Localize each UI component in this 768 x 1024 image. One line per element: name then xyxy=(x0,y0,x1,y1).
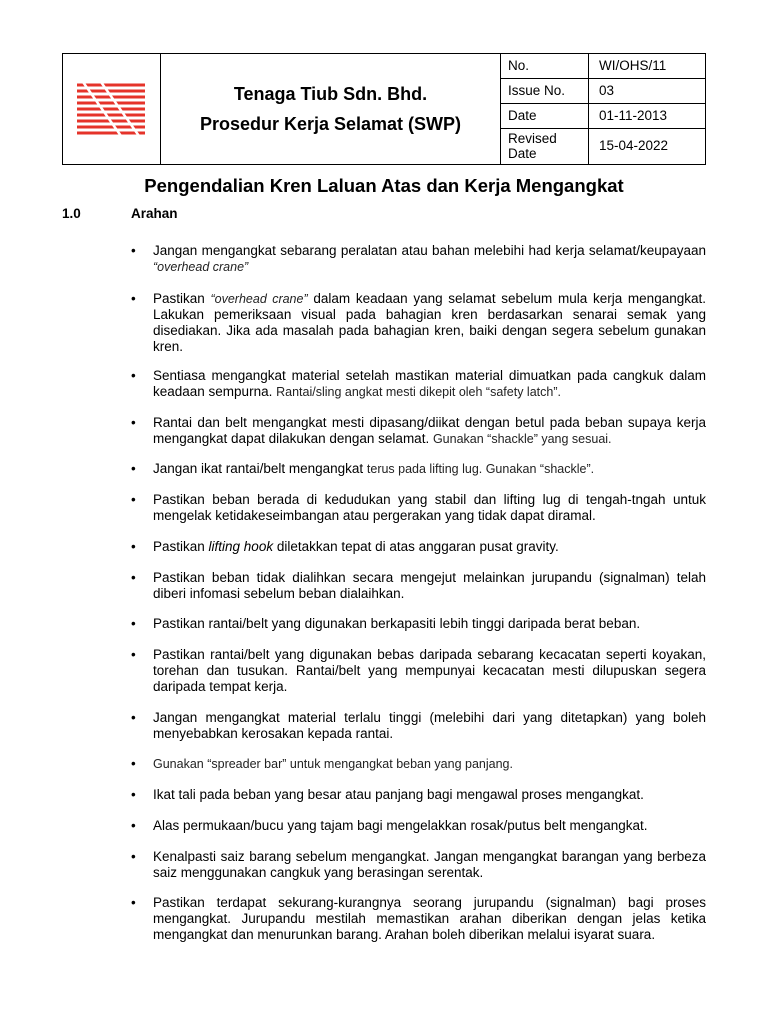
bullet-icon: • xyxy=(131,492,136,507)
company-name: Tenaga Tiub Sdn. Bhd. xyxy=(233,84,428,104)
item-text: Jangan mengangkat sebarang peralatan atau bahan melebihi had kerja selamat/keupayaan xyxy=(153,243,706,258)
bullet-icon: • xyxy=(131,818,136,833)
bullet-icon: • xyxy=(131,849,136,864)
meta-value: 03 xyxy=(599,83,615,98)
document-header-table xyxy=(62,53,706,165)
item-text: dalam keadaan yang selamat sebelum mula kerja mengangkat. Lakukan pemeriksaan visual pada bahagian kren berdasarkan senarai semak yang disediakan. Jika ada masalah pada bahagian kren, baiki dengan segera sebelum gunakan kren. xyxy=(153,291,706,354)
bullet-icon: • xyxy=(131,539,136,554)
meta-key: No. xyxy=(508,58,530,73)
bullet-icon: • xyxy=(131,647,136,662)
bullet-icon: • xyxy=(131,570,136,585)
item-text: Pastikan xyxy=(153,291,211,306)
item-text: Rantai dan belt mengangkat mesti dipasang/diikat dengan betul pada beban supaya kerja mengangkat dapat dilakukan dengan selamat. xyxy=(153,415,706,446)
item-text: Rantai/sling angkat mesti dikepit oleh “safety latch”. xyxy=(276,385,561,399)
item-text: Sentiasa mengangkat material setelah mastikan material dimuatkan pada cangkuk dalam keadaan sempurna. xyxy=(153,368,706,399)
document-meta xyxy=(501,54,705,164)
meta-value: 01-11-2013 xyxy=(599,108,668,123)
section-number: 1.0 xyxy=(62,206,81,221)
meta-key: Revised Date xyxy=(508,131,557,161)
item-text: terus pada lifting lug. Gunakan “shackle”. xyxy=(366,462,595,476)
logo-cell xyxy=(63,54,161,164)
item-text: Pastikan rantai/belt yang digunakan bebas daripada sebarang kecacatan seperti koyakan, torehan dan tusukan. Rantai/belt yang mempunyai kecacatan mesti dilupuskan segera daripada tempat kerja. xyxy=(153,647,706,694)
item-text: Gunakan “shackle” yang sesuai. xyxy=(432,432,612,446)
item-text: Ikat tali pada beban yang besar atau panjang bagi mengawal proses mengangkat. xyxy=(153,787,644,802)
meta-row-revised-date xyxy=(501,129,705,164)
title-cell xyxy=(161,54,501,164)
meta-row-number xyxy=(501,54,705,79)
item-text: diletakkan tepat di atas anggaran pusat gravity. xyxy=(273,539,559,554)
company-logo xyxy=(77,82,145,136)
item-text: Jangan mengangkat material terlalu tinggi (melebihi dari yang ditetapkan) yang boleh menyebabkan kerosakan kepada rantai. xyxy=(153,710,706,741)
document-type: Prosedur Kerja Selamat (SWP) xyxy=(199,114,462,134)
bullet-icon: • xyxy=(131,291,136,306)
item-term: lifting hook xyxy=(208,539,274,554)
item-text: Pastikan beban tidak dialihkan secara mengejut melainkan jurupandu (signalman) telah diberi infomasi sebelum beban dialaihkan. xyxy=(153,570,706,601)
item-text: Kenalpasti saiz barang sebelum mengangkat. Jangan mengangkat barangan yang berbeza saiz menggunakan cangkuk yang berasingan serentak. xyxy=(153,849,706,880)
meta-row-issue xyxy=(501,79,705,104)
bullet-icon: • xyxy=(131,415,136,430)
meta-value: 15-04-2022 xyxy=(599,138,669,153)
meta-row-date xyxy=(501,104,705,129)
meta-key: Issue No. xyxy=(508,83,566,98)
item-text: Gunakan “spreader bar” untuk mengangkat beban yang panjang. xyxy=(153,757,513,771)
item-text: Alas permukaan/bucu yang tajam bagi mengelakkan rosak/putus belt mengangkat. xyxy=(153,818,648,833)
section-title: Arahan xyxy=(131,206,178,221)
meta-value: WI/OHS/11 xyxy=(599,58,667,73)
item-text: Pastikan beban berada di kedudukan yang stabil dan lifting lug di tengah-tngah untuk mengelak ketidakeseimbangan atau pergerakan yang tidak dapat diramal. xyxy=(153,492,706,523)
bullet-icon: • xyxy=(131,461,136,476)
item-text: Pastikan rantai/belt yang digunakan berkapasiti lebih tinggi daripada berat beban. xyxy=(153,616,641,631)
item-term: “overhead crane” xyxy=(153,260,249,274)
bullet-icon: • xyxy=(131,243,136,258)
item-term: “overhead crane” xyxy=(210,292,308,306)
bullet-icon: • xyxy=(131,710,136,725)
bullet-icon: • xyxy=(131,787,136,802)
item-text: Jangan ikat rantai/belt mengangkat xyxy=(153,461,367,476)
bullet-icon: • xyxy=(131,895,136,910)
bullet-icon: • xyxy=(131,756,136,771)
meta-key: Date xyxy=(508,108,537,123)
bullet-icon: • xyxy=(131,616,136,631)
document-title: Pengendalian Kren Laluan Atas dan Kerja Mengangkat xyxy=(144,175,624,196)
item-text: Pastikan terdapat sekurang-kurangnya seorang jurupandu (signalman) bagi proses mengangkat. Jurupandu mestilah memastikan arahan diberikan dengan jelas ketika mengangkat dan menurunkan barang. Arahan boleh diberikan melalui isyarat suara. xyxy=(153,895,706,942)
item-text: Pastikan xyxy=(153,539,209,554)
bullet-icon: • xyxy=(131,368,136,383)
